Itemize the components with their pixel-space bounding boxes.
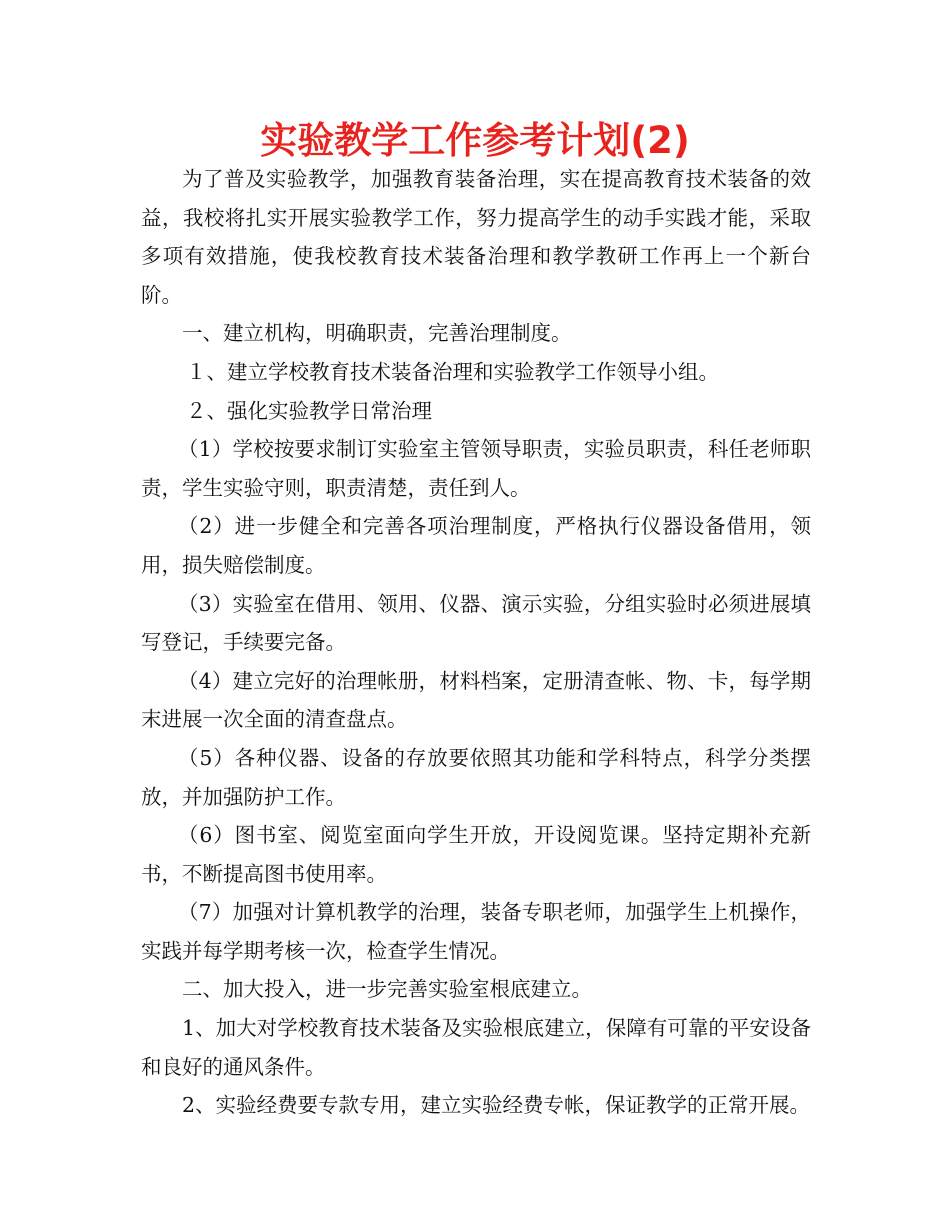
- document-title: 实验教学工作参考计划(2): [260, 119, 690, 162]
- sub-item-5: （5）各种仪器、设备的存放要依照其功能和学科特点，科学分类摆放，并加强防护工作。: [141, 745, 811, 809]
- list-item-1: １、建立学校教育技术装备治理和实验教学工作领导小组。: [186, 359, 719, 384]
- paragraph-intro: 为了普及实验教学，加强教育装备治理，实在提高教育技术装备的效益，我校将扎实开展实验教学工作，努力提高学生的动手实践才能，采取多项有效措施，使我校教育技术装备治理和教学教研工作再上一个新台阶。: [141, 167, 811, 307]
- sub-item-7: （7）加强对计算机教学的治理，装备专职老师，加强学生上机操作，实践并每学期考核一次，检查学生情况。: [141, 900, 811, 963]
- section-heading-2: 二、加大投入，进一步完善实验室根底建立。: [182, 977, 592, 1002]
- sub-item-3: （3）实验室在借用、领用、仪器、演示实验，分组实验时必须进展填写登记，手续要完备。: [141, 591, 811, 655]
- sub-item-6: （6）图书室、阅览室面向学生开放，开设阅览课。坚持定期补充新书，不断提高图书使用率。: [141, 823, 811, 886]
- sub-item-2: （2）进一步健全和完善各项治理制度，严格执行仪器设备借用，领用，损失赔偿制度。: [141, 514, 811, 577]
- document-body: [141, 160, 811, 1125]
- list-item-4: 2、实验经费要专款专用，建立实验经费专帐，保证教学的正常开展。: [182, 1093, 811, 1118]
- list-item-3: 1、加大对学校教育技术装备及实验根底建立，保障有可靠的平安设备和良好的通风条件。: [141, 1016, 811, 1079]
- sub-item-1: （1）学校按要求制订实验室主管领导职责，实验员职责，科任老师职责，学生实验守则，职责清楚，责任到人。: [141, 437, 811, 500]
- section-heading-1: 一、建立机构，明确职责，完善治理制度。: [182, 321, 572, 346]
- list-item-2: ２、强化实验教学日常治理: [186, 398, 432, 423]
- sub-item-4: （4）建立完好的治理帐册，材料档案，定册清查帐、物、卡，每学期末进展一次全面的清查盘点。: [141, 668, 811, 732]
